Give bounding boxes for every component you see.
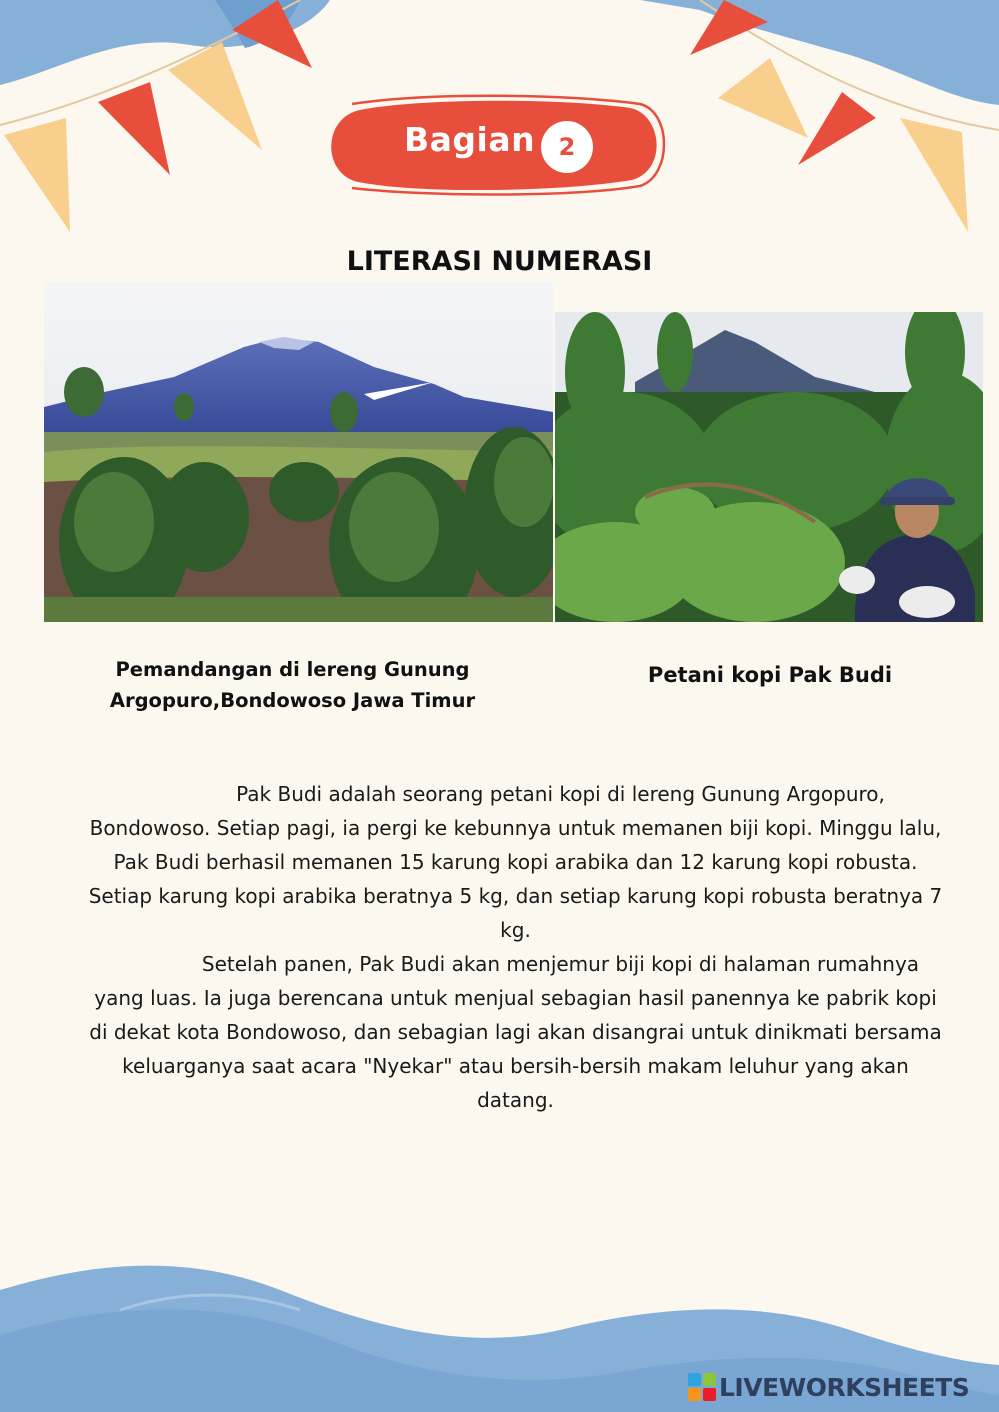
flag-left-1 [4, 118, 70, 232]
liveworksheets-brand [688, 1370, 988, 1404]
section-title: LITERASI NUMERASI [346, 246, 653, 277]
mountain-landscape-photo [44, 282, 553, 622]
coffee-farmer-photo [555, 312, 983, 622]
story-paragraph-1: Pak Budi adalah seorang petani kopi di lereng Gunung Argopuro, Bondowoso. Setiap pagi, ia pergi ke kebunnya untuk memanen biji kopi. Minggu lalu, Pak Budi berhasil memanen 15 karung kopi arabika dan 12 karung kopi robusta. Setiap karung kopi arabika beratnya 5 kg, dan setiap karung kopi robusta beratnya 7 kg. [88, 782, 943, 942]
flag-right-4 [900, 118, 968, 232]
brand-text: LIVEWORKSHEETS [719, 1372, 970, 1402]
story-paragraph-2: Setelah panen, Pak Budi akan menjemur biji kopi di halaman rumahnya yang luas. Ia juga berencana untuk menjual sebagian hasil panennya ke pabrik kopi di dekat kota Bondowoso, dan sebagian lagi akan disangrai untuk dinikmati bersama keluarganya saat acara "Nyekar" atau bersih-bersih makam leluhur yang akan datang. [89, 952, 942, 1112]
story-text [88, 777, 943, 1117]
right-photo-caption: Petani kopi Pak Budi [647, 663, 893, 687]
left-photo-caption: Pemandangan di lereng Gunung Argopuro,Bondowoso Jawa Timur [109, 658, 476, 712]
badge-label: Bagian [404, 120, 536, 159]
badge-number: 2 [558, 133, 576, 161]
liveworksheets-logo-icon [688, 1373, 716, 1401]
flag-right-3 [798, 92, 876, 165]
flag-left-2 [98, 82, 170, 175]
flag-right-2 [718, 58, 808, 138]
